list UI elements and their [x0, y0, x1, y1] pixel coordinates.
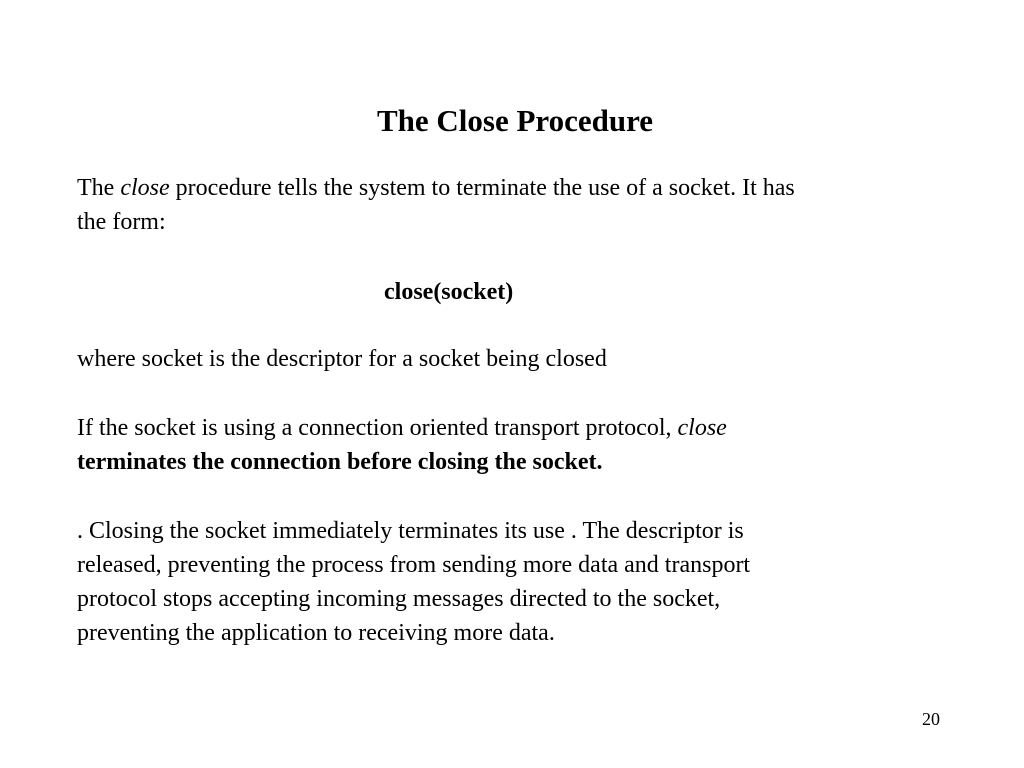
closing-line-2: released, preventing the process from sending more data and transport: [77, 552, 751, 578]
intro-close-keyword: close: [120, 175, 170, 201]
connection-text-before: If the socket is using a connection oriented transport protocol,: [77, 415, 678, 441]
closing-paragraph: [77, 514, 957, 650]
connection-close-keyword: close: [677, 415, 727, 441]
intro-text-after: procedure tells the system to terminate the use of a socket. It has: [169, 175, 795, 201]
connection-bold-line: terminates the connection before closing the socket.: [77, 449, 603, 475]
closing-line-3: protocol stops accepting incoming messages directed to the socket,: [77, 586, 721, 612]
where-paragraph: [77, 342, 957, 376]
intro-paragraph: [77, 171, 957, 239]
intro-line-1: [77, 171, 957, 205]
slide-title: The Close Procedure: [376, 103, 654, 138]
connection-paragraph: [77, 411, 957, 479]
close-syntax: close(socket): [384, 279, 514, 305]
intro-line-2: the form:: [77, 209, 166, 235]
where-text: where socket is the descriptor for a socket being closed: [77, 346, 607, 372]
closing-line-4: preventing the application to receiving more data.: [77, 620, 555, 646]
page-number: 20: [922, 709, 940, 729]
connection-line-1: [77, 411, 957, 445]
intro-text-before: The: [77, 175, 121, 201]
closing-line-1: . Closing the socket immediately terminates its use . The descriptor is: [77, 518, 744, 544]
